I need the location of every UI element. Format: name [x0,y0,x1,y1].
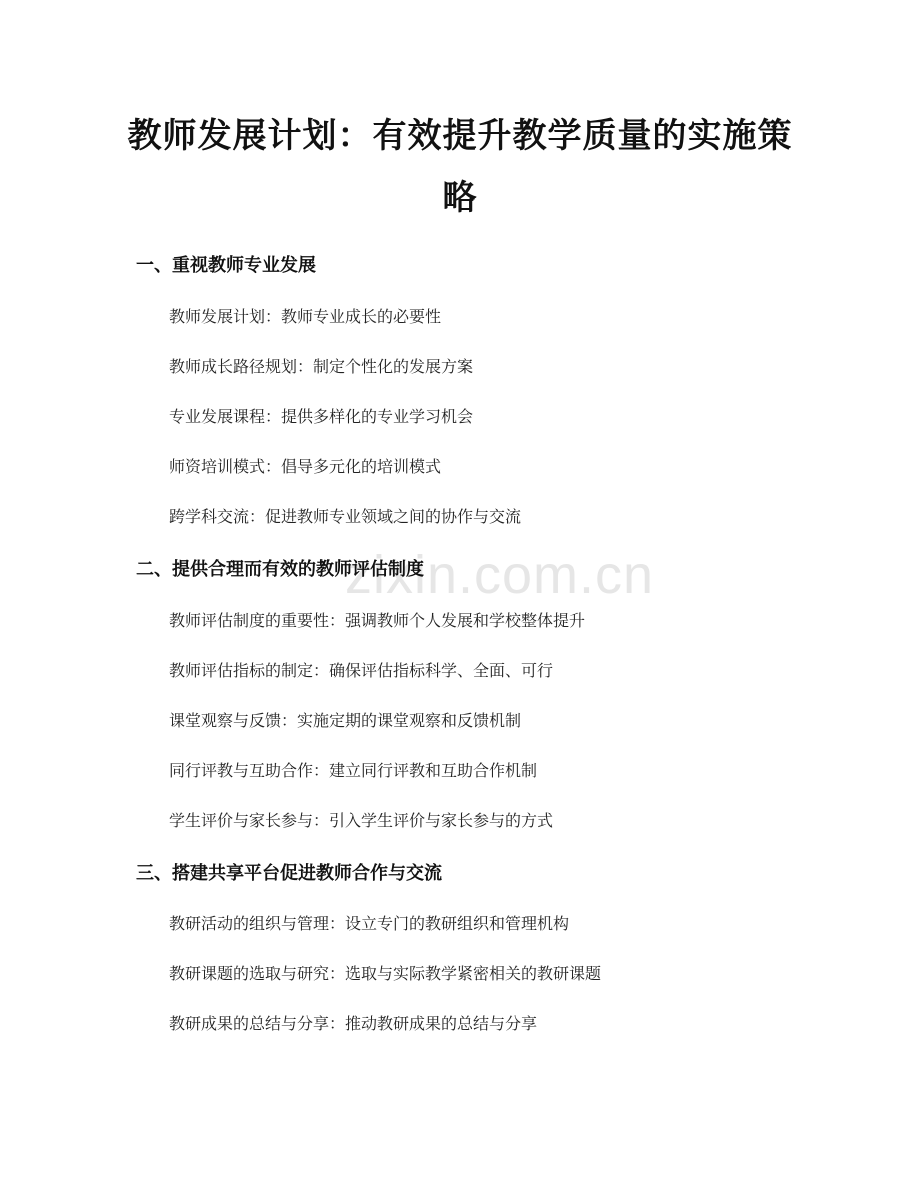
list-item: 教师成长路径规划：制定个性化的发展方案 [169,357,474,376]
list-item: 师资培训模式：倡导多元化的培训模式 [169,457,442,476]
list-item: 课堂观察与反馈：实施定期的课堂观察和反馈机制 [169,711,522,730]
section-heading-2: 二、提供合理而有效的教师评估制度 [136,559,424,580]
list-item: 跨学科交流：促进教师专业领域之间的协作与交流 [169,507,522,526]
list-item: 教研课题的选取与研究：选取与实际教学紧密相关的教研课题 [169,964,602,983]
list-item: 教师发展计划：教师专业成长的必要性 [169,307,442,326]
list-item: 学生评价与家长参与：引入学生评价与家长参与的方式 [169,811,554,830]
list-item: 同行评教与互助合作：建立同行评教和互助合作机制 [169,761,538,780]
list-item: 专业发展课程：提供多样化的专业学习机会 [169,407,474,426]
document-title: 教师发展计划：有效提升教学质量的实施策略 [127,116,793,218]
list-item: 教师评估制度的重要性：强调教师个人发展和学校整体提升 [169,611,586,630]
section-heading-3: 三、搭建共享平台促进教师合作与交流 [136,863,442,884]
list-item: 教师评估指标的制定：确保评估指标科学、全面、可行 [169,661,554,680]
section-heading-1: 一、重视教师专业发展 [136,255,316,276]
list-item: 教研成果的总结与分享：推动教研成果的总结与分享 [169,1014,538,1033]
list-item: 教研活动的组织与管理：设立专门的教研组织和管理机构 [169,914,570,933]
watermark: zixin.com.cn [345,545,655,605]
